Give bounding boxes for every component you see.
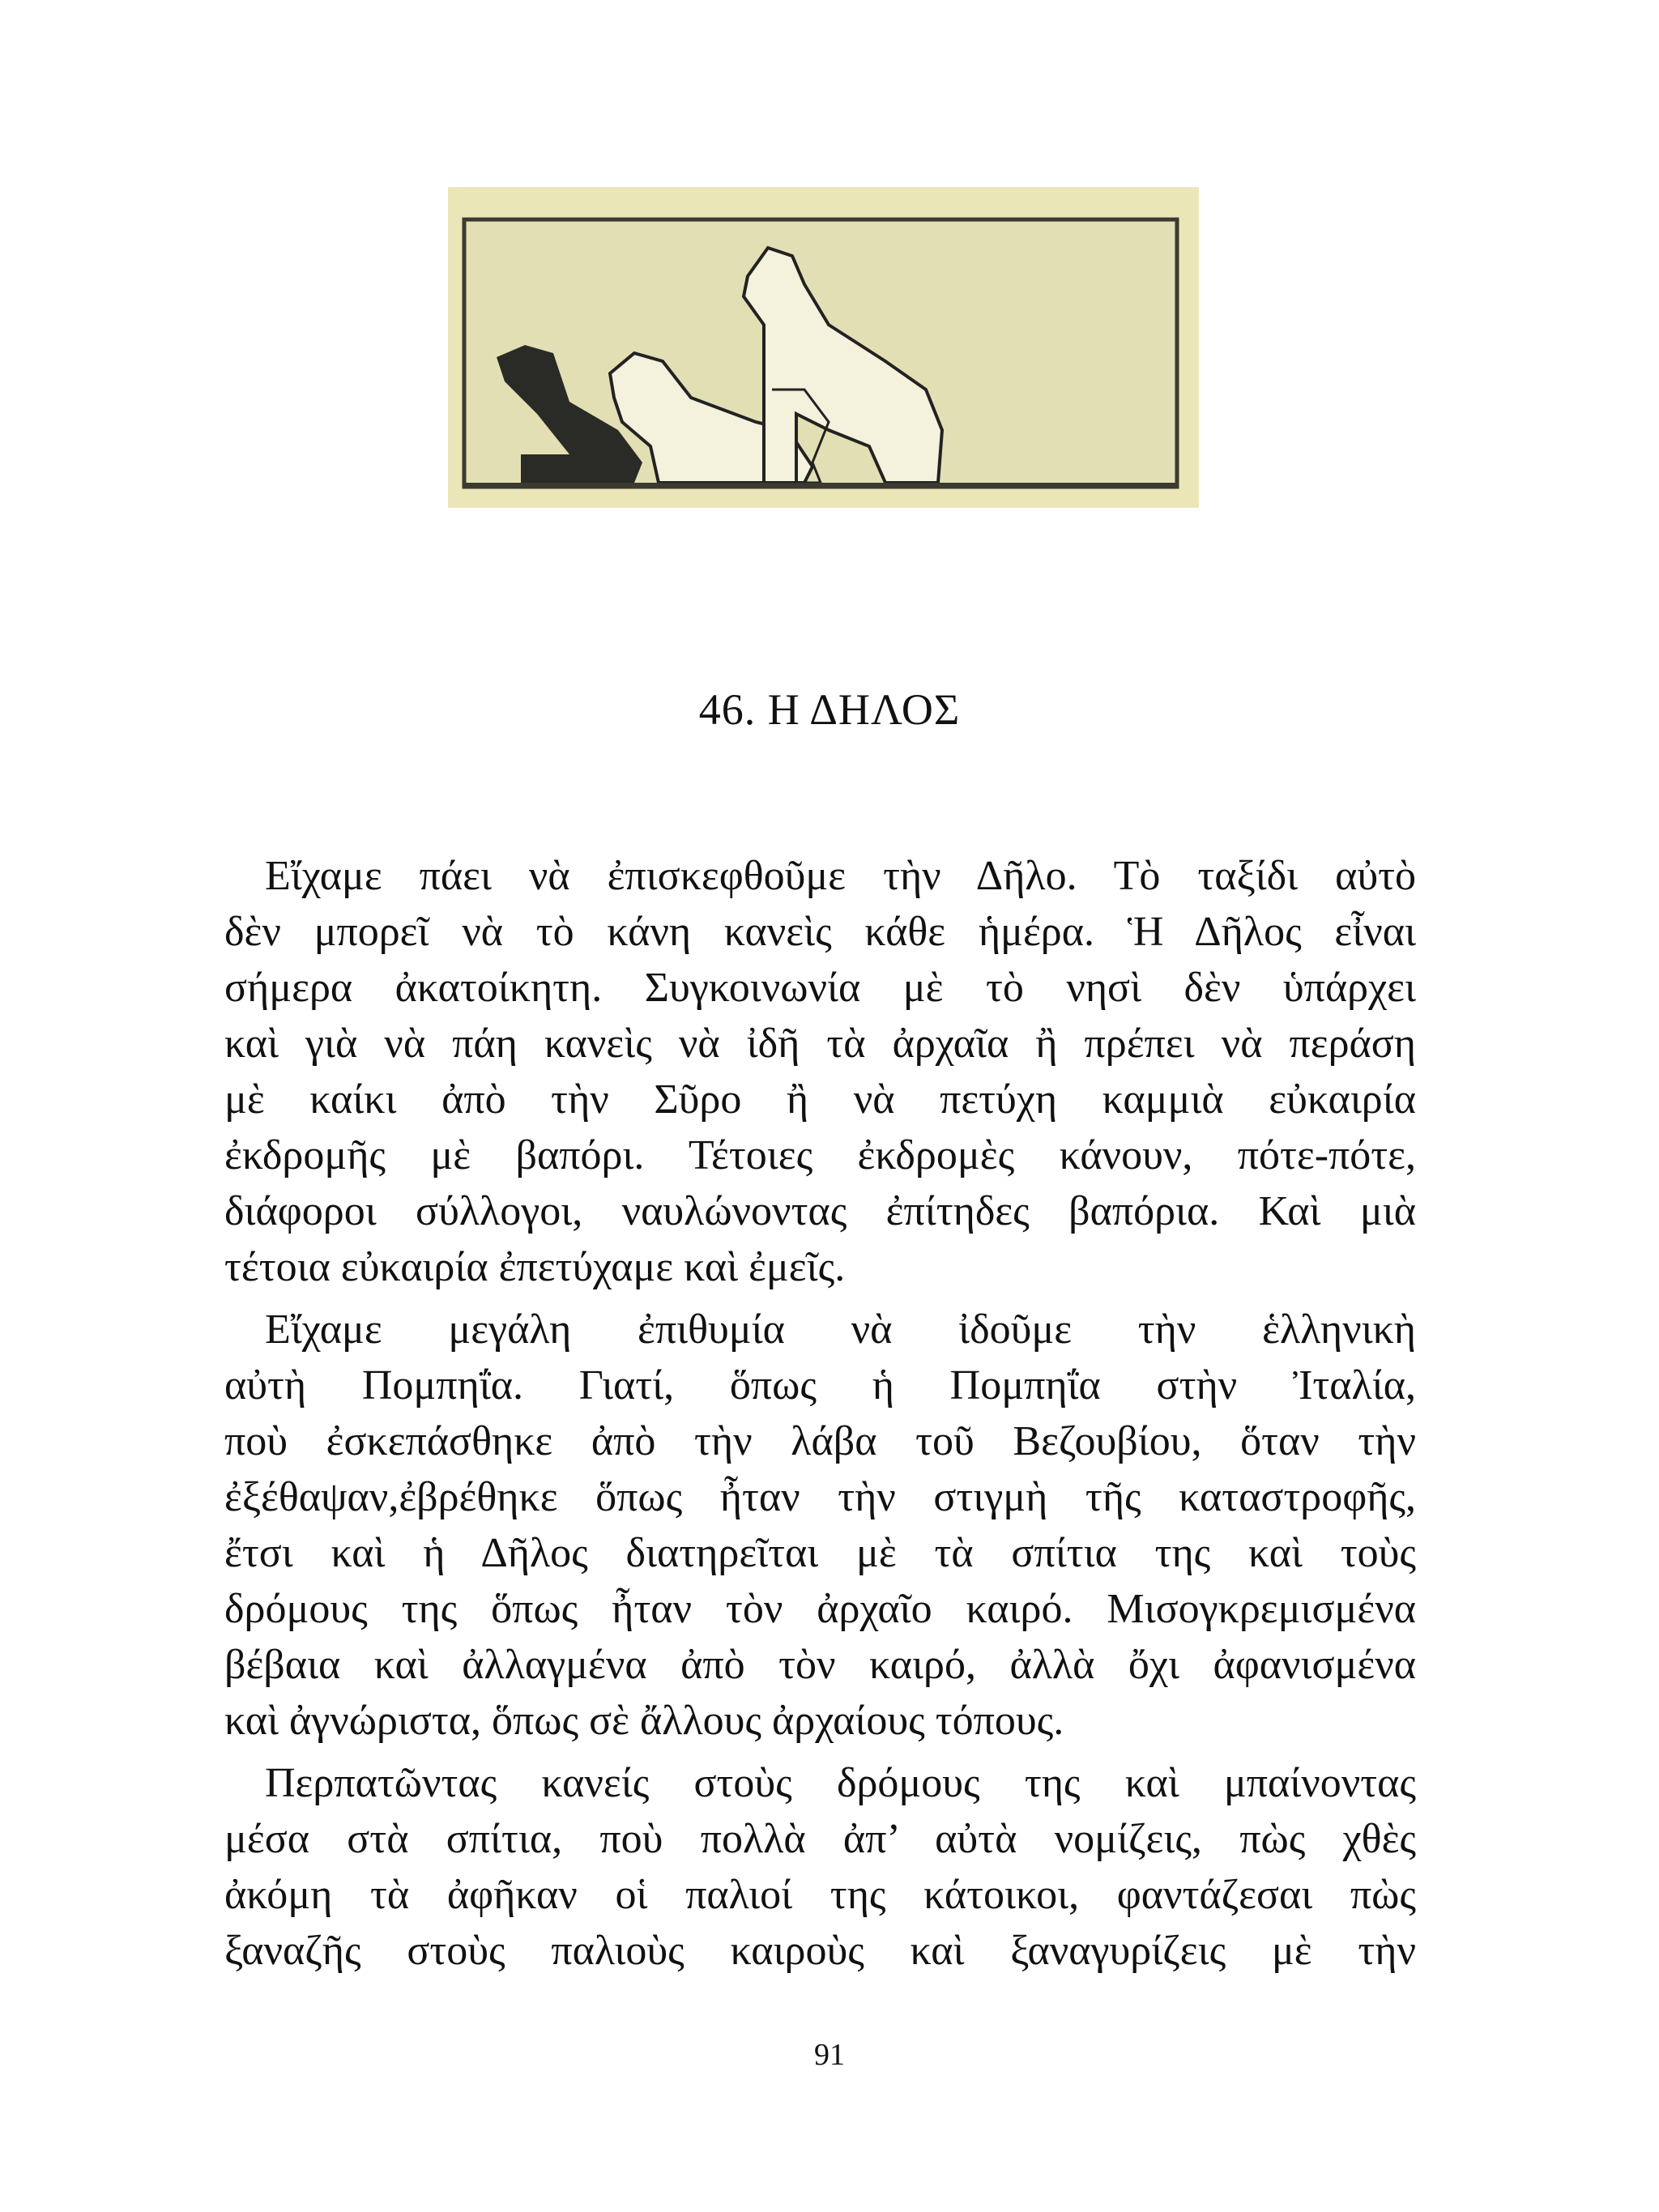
text-line: Περπατῶντας κανείς στοὺς δρόμους της καὶ μπαίνοντας [265, 1760, 1416, 1806]
text-line: ἐκδρομῆς μὲ βαπόρι. Τέτοιες ἐκδρομὲς κάνουν, πότε-πότε, [224, 1132, 1416, 1178]
text-line: ἐξέθαψαν,ἐβρέθηκε ὅπως ἦταν τὴν στιγμὴ τῆς καταστροφῆς, [224, 1474, 1416, 1520]
delos-lions-illustration [448, 187, 1199, 508]
text-line: δρόμους της ὅπως ἦταν τὸν ἀρχαῖο καιρό. Μισογκρεμισμένα [224, 1586, 1416, 1632]
lions-drawing [448, 187, 1199, 508]
text-line: καὶ γιὰ νὰ πάη κανεὶς νὰ ἰδῆ τὰ ἀρχαῖα ἢ πρέπει νὰ περάση [224, 1021, 1416, 1067]
text-line: Εἴχαμε μεγάλη ἐπιθυμία νὰ ἰδοῦμε τὴν ἑλληνικὴ [265, 1306, 1416, 1353]
text-line: καὶ ἀγνώριστα, ὅπως σὲ ἄλλους ἀρχαίους τόπους. [224, 1698, 1064, 1744]
text-line: μέσα στὰ σπίτια, ποὺ πολλὰ ἀπ’ αὐτὰ νομίζεις, πὼς χθὲς [224, 1816, 1416, 1862]
text-line: ἔτσι καὶ ἡ Δῆλος διατηρεῖται μὲ τὰ σπίτια της καὶ τοὺς [224, 1530, 1416, 1576]
text-line: δὲν μπορεῖ νὰ τὸ κάνη κανεὶς κάθε ἡμέρα. Ἡ Δῆλος εἶναι [224, 909, 1416, 955]
text-line: ξαναζῆς στοὺς παλιοὺς καιροὺς καὶ ξαναγυρίζεις μὲ τὴν [224, 1928, 1416, 1974]
text-line: Εἴχαμε πάει νὰ ἐπισκεφθοῦμε τὴν Δῆλο. Τὸ ταξίδι αὐτὸ [265, 853, 1416, 899]
text-line: τέτοια εὐκαιρία ἐπετύχαμε καὶ ἐμεῖς. [224, 1244, 846, 1290]
text-line: ἀκόμη τὰ ἀφῆκαν οἱ παλιοί της κάτοικοι, φαντάζεσαι πὼς [224, 1872, 1416, 1918]
text-line: σήμερα ἀκατοίκητη. Συγκοινωνία μὲ τὸ νησὶ δὲν ὑπάρχει [224, 965, 1416, 1011]
text-line: βέβαια καὶ ἀλλαγμένα ἀπὸ τὸν καιρό, ἀλλὰ ὄχι ἀφανισμένα [224, 1642, 1416, 1688]
text-line: αὐτὴ Πομπηΐα. Γιατί, ὅπως ἡ Πομπηΐα στὴν Ἰταλία, [224, 1362, 1416, 1409]
page-number: 91 [814, 2038, 845, 2072]
text-line: διάφοροι σύλλογοι, ναυλώνοντας ἐπίτηδες βαπόρια. Καὶ μιὰ [224, 1188, 1416, 1234]
text-line: μὲ καίκι ἀπὸ τὴν Σῦρο ἢ νὰ πετύχη καμμιὰ εὐκαιρία [224, 1076, 1416, 1123]
text-line: ποὺ ἐσκεπάσθηκε ἀπὸ τὴν λάβα τοῦ Βεζουβίου, ὅταν τὴν [224, 1418, 1416, 1464]
chapter-title: 46. Η ΔΗΛΟΣ [698, 685, 961, 734]
